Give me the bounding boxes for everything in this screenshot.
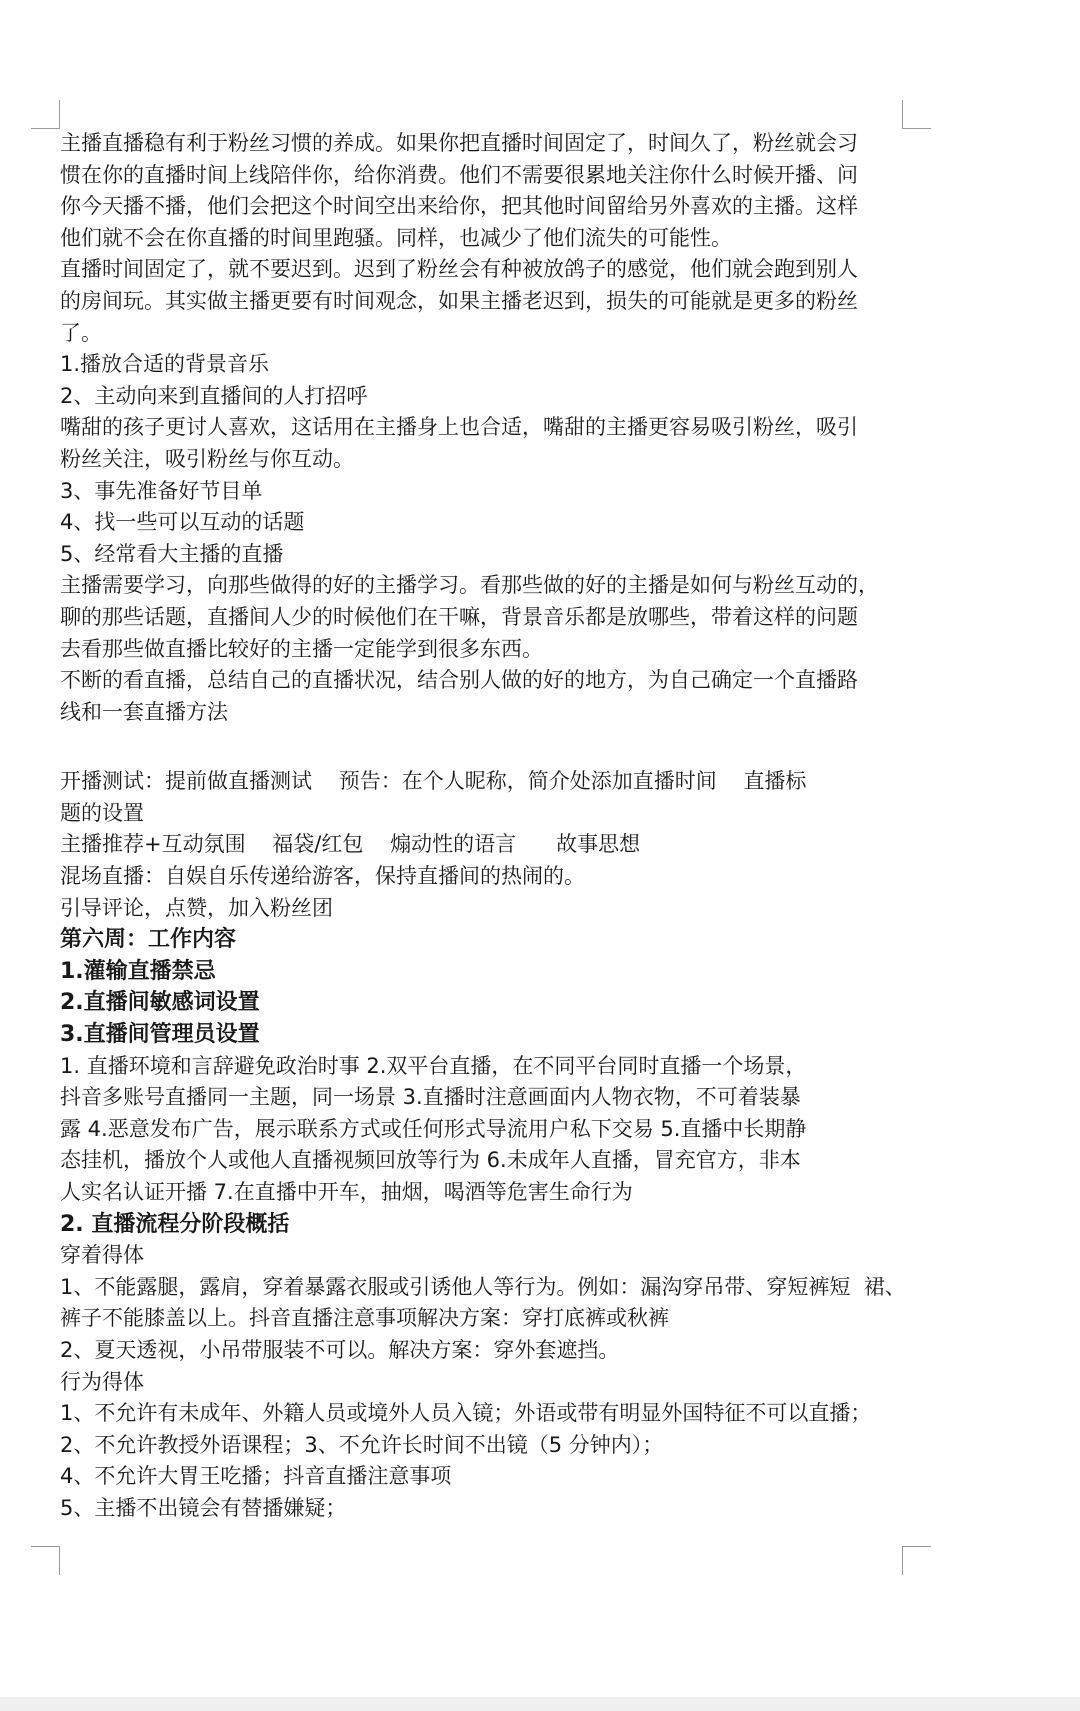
crop-mark-bottom-left <box>31 1546 60 1575</box>
text-line: 题的设置 <box>60 800 144 825</box>
text-line: 人实名认证开播 7.在直播中开车，抽烟，喝酒等危害生命行为 <box>60 1180 633 1204</box>
list-item: 3、事先准备好节目单 <box>60 478 263 503</box>
text-line: 4、不允许大胃王吃播；抖音直播注意事项 <box>60 1464 452 1489</box>
text-line: 主播直播稳有利于粉丝习惯的养成。如果你把直播时间固定了，时间久了，粉丝就会习 <box>60 131 858 155</box>
crop-mark-bottom-right <box>902 1546 931 1575</box>
text-line: 主播需要学习，向那些做得的好的主播学习。看那些做的好的主播是如何与粉丝互动的， <box>60 573 879 598</box>
section-heading: 第六周：工作内容 <box>60 927 237 953</box>
text-line: 粉丝关注，吸引粉丝与你互动。 <box>60 446 354 471</box>
section-heading: 3.直播间管理员设置 <box>60 1022 260 1048</box>
text-line: 你今天播不播，他们会把这个时间空出来给你，把其他时间留给另外喜欢的主播。这样 <box>60 194 858 219</box>
bottom-bar <box>0 1697 1080 1711</box>
text-line: 主播推荐+互动氛围 福袋/红包 煽动性的语言 故事思想 <box>60 832 641 857</box>
document-body <box>60 128 908 1525</box>
blank-line <box>60 728 908 766</box>
text-line: 1、不允许有未成年、外籍人员或境外人员入镜；外语或带有明显外国特征不可以直播； <box>60 1401 872 1426</box>
text-line: 2、不允许教授外语课程；3、不允许长时间不出镜（5 分钟内）； <box>60 1432 664 1457</box>
text-line: 他们就不会在你直播的时间里跑骚。同样，也减少了他们流失的可能性。 <box>60 225 732 250</box>
text-line: 了。 <box>60 320 102 345</box>
text-line: 去看那些做直播比较好的主播一定能学到很多东西。 <box>60 636 543 661</box>
text-line: 引导评论，点赞，加入粉丝团 <box>60 895 333 920</box>
list-item: 2、主动向来到直播间的人打招呼 <box>60 383 368 408</box>
text-line: 5、主播不出镜会有替播嫌疑； <box>60 1495 347 1520</box>
text-line: 态挂机，播放个人或他人直播视频回放等行为 6.未成年人直播，冒充官方，非本 <box>60 1148 801 1173</box>
text-line: 开播测试：提前做直播测试 预告：在个人昵称，简介处添加直播时间 直播标 <box>60 769 807 794</box>
list-item: 5、经常看大主播的直播 <box>60 541 284 566</box>
text-line: 行为得体 <box>60 1369 144 1394</box>
text-line: 的房间玩。其实做主播更要有时间观念，如果主播老迟到，损失的可能就是更多的粉丝 <box>60 288 858 313</box>
text-line: 线和一套直播方法 <box>60 699 228 724</box>
text-line: 1、不能露腿，露肩，穿着暴露衣服或引诱他人等行为。例如：漏沟穿吊带、穿短裤短 裙、 <box>60 1274 906 1299</box>
text-line: 不断的看直播，总结自己的直播状况，结合别人做的好的地方，为自己确定一个直播路 <box>60 668 858 693</box>
section-heading: 2. 直播流程分阶段概括 <box>60 1211 290 1237</box>
text-line: 2、夏天透视，小吊带服装不可以。解决方案：穿外套遮挡。 <box>60 1337 620 1362</box>
list-item: 4、找一些可以互动的话题 <box>60 510 305 535</box>
text-line: 穿着得体 <box>60 1243 144 1268</box>
text-line: 露 4.恶意发布广告，展示联系方式或任何形式导流用户私下交易 5.直播中长期静 <box>60 1116 807 1141</box>
text-line: 惯在你的直播时间上线陪伴你，给你消费。他们不需要很累地关注你什么时候开播、问 <box>60 162 858 187</box>
section-heading: 1.灌输直播禁忌 <box>60 958 216 984</box>
text-line: 直播时间固定了，就不要迟到。迟到了粉丝会有种被放鸽子的感觉，他们就会跑到别人 <box>60 257 858 282</box>
crop-mark-top-left <box>31 100 60 129</box>
section-heading: 2.直播间敏感词设置 <box>60 990 260 1016</box>
text-line: 混场直播：自娱自乐传递给游客，保持直播间的热闹的。 <box>60 864 585 889</box>
text-line: 聊的那些话题，直播间人少的时候他们在干嘛，背景音乐都是放哪些，带着这样的问题 <box>60 604 858 629</box>
crop-mark-top-right <box>902 100 931 129</box>
text-line: 裤子不能膝盖以上。抖音直播注意事项解决方案：穿打底裤或秋裤 <box>60 1306 669 1331</box>
text-line: 嘴甜的孩子更讨人喜欢，这话用在主播身上也合适，嘴甜的主播更容易吸引粉丝，吸引 <box>60 415 858 440</box>
list-item: 1.播放合适的背景音乐 <box>60 352 270 377</box>
text-line: 抖音多账号直播同一主题，同一场景 3.直播时注意画面内人物衣物，不可着装暴 <box>60 1085 801 1110</box>
text-line: 1. 直播环境和言辞避免政治时事 2.双平台直播，在不同平台同时直播一个场景， <box>60 1053 807 1078</box>
